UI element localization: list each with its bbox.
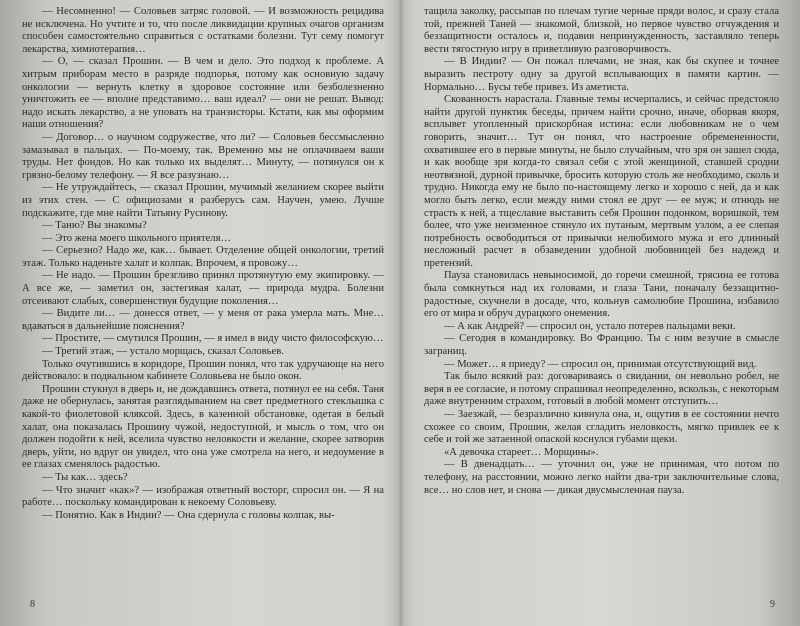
book-gutter [398, 0, 404, 626]
paragraph: «А девочка стареет… Морщины». [444, 446, 599, 458]
paragraph: — Что значит «как»? — изображая ответный восторг, спросил он. — Я на работе… поскольку командирован к некоему Соловьеву. [22, 484, 384, 509]
paragraph: — Несомненно! — Соловьев затряс головой. — И возможность рецидива не исключена. Но учтите и то, что после ликвидации крупных очагов организм способен самостоятельно справиться с остатками болезни. Тут сему помогут лекарства, химиотерапия… [22, 6, 384, 55]
paragraph: Только очутившись в коридоре, Прошин понял, что так удручающе на него действовало: в подвальном кабинете Соловьева не было окон. [22, 358, 384, 383]
paragraph: Прошин стукнул в дверь и, не дождавшись ответа, потянул ее на себя. Таня даже не обернулась, занятая разглядыванием на свет предметного стеклышка с какой-то фиолетовой кляксой. Здесь, в казенной обстановке, одетая в белый халат, она показалась Прошину чужой, недоступной, и мысль о том, что он должен подойти к ней, вселила чувство неловкости и желание, скорее затворив дверь, уйти, но вдруг он увидел, что она уже смотрела на него, и недоумение в ее глазах сменялось радостью. [22, 383, 384, 471]
paragraph: — А как Андрей? — спросил он, устало потерев пальцами веки. [444, 320, 736, 332]
right-page-text [424, 6, 779, 584]
paragraph: — Не надо. — Прошин брезгливо принял протянутую ему экипировку. — А все же, — заметил он, застегивая халат, — природа мудра. Болезни отсеивают слабых, совершенствуя будущие поколения… [22, 270, 384, 307]
paragraph: — Понятно. Как в Индии? — Она сдернула с головы колпак, вы- [42, 509, 335, 521]
paragraph: — Не утруждайтесь, — сказал Прошин, мучимый желанием скорее выйти из этих стен. — С официозами я разберусь сам. Научен, умею. Лучше подскажите, где мне найти Татьяну Русинову. [22, 182, 384, 219]
paragraph: — Простите, — смутился Прошин, — я имел в виду чисто философскую… [42, 333, 384, 345]
paragraph: Скованность нарастала. Главные темы исчерпались, и сейчас предстояло найти другой пунктик беседы, причем найти срочно, иначе, оборвав якоря, всплывет утопленный прискорбная истина: если любовникам не о чем говорить, значит… Тут он понял, что настроение обремененности, охватившее его в первые минуты, не было случайным, что зря он зашел сюда, и как вообще зря когда-то связал себя с этой женщиной, ставшей сродни неотвязной, дурной привычке, бросить которую столь же необходимо, сколь и трудно. Никогда ему не было по-настоящему легко и хорошо с ней, да и как могло быть легко, если между ними стоял ее друг — ее муж; и отнюдь не страсть к ней, а тщеславие выставить себя Прошин подонком, воришкой, тем более, что уже неизменное стянуло их путаным, мертвым узлом, а ее слепая потребность освободиться от привычки нелюбимого мужа и его длинный несложный расчет в обзаведении удобной любовницей без надежд и претензий. [424, 94, 779, 269]
paragraph: Так было всякий раз: договариваясь о свидании, он невольно робел, не веря в ее согласие, и потому спрашивал неопределенно, вскользь, с некоторым даже внутренним страхом, готовый в любой момент отступить… [424, 371, 779, 408]
paragraph: — Таню? Вы знакомы? [42, 220, 147, 232]
paragraph: — Это жена моего школьного приятеля… [42, 232, 232, 244]
right-page-number: 9 [770, 599, 775, 611]
paragraph: — В двенадцать… — уточнил он, уже не принимая, что потом по телефону, на расстоянии, можно легко найти два-три заключительные слова, все… но слов нет, и снова — дикая двусмысленная пауза. [424, 459, 779, 496]
left-page-number: 8 [30, 599, 35, 611]
paragraph: — Договор… о научном содружестве, что ли? — Соловьев бессмысленно замазывал в пальцах. — По-моему, так. Временно мы не оплачиваем ваши труды. Нет фондов. Но как только их выделят… Минуту, — потянулся он к грязно-белому телефону. — Я все разузнаю… [22, 131, 384, 181]
paragraph: Пауза становилась невыносимой, до горечи смешной, трясина ее готова была сомкнуться над их головами, и глаза Тани, поначалу беззащитно-радостные, скучнели в досаде, что, кольнув самолюбие Прошина, избавило его от мира и обруч дурацкого онемения. [424, 270, 779, 320]
paragraph: — Ты как… здесь? [42, 471, 128, 483]
paragraph: — Заезжай, — безразлично кивнула она, и, ощутив в ее состоянии нечто схожее со своим, Прошин, желая сгладить неловкость, мягко привлек ее к себе и той же затаенной опаской коснулся губами щеки. [424, 409, 779, 446]
left-page [22, 6, 384, 616]
paragraph: — Третий этаж, — устало морщась, сказал Соловьев. [42, 346, 284, 358]
paragraph: тащила заколку, рассыпав по плечам тугие черные пряди волос, и сразу стала той, прежней Таней — знакомой, близкой, но первое чувство отчуждения и беззащитности осталось и, подавив непринужденность, заставляло теперь вести тягостную игру в приветливую разговорчивость. [424, 6, 779, 55]
right-page [424, 6, 779, 616]
paragraph: — Может… я приеду? — спросил он, принимая отсутствующий вид. [444, 358, 757, 370]
left-page-text [22, 6, 384, 584]
paragraph: — Сегодня в командировку. Во Францию. Ты с ним везучие в смысле заграниц. [424, 333, 779, 358]
paragraph: — В Индии? — Он пожал плечами, не зная, как бы скупее и точнее выразить пестроту одну за другой всплывающих в памяти картин. — Нормально… Бусы тебе привез. Из аметиста. [424, 56, 779, 93]
paragraph: — О, — сказал Прошин. — В чем и дело. Это подход к проблеме. А хитрым приборам место в разряде подпорья, потому как основную задачу онкологии — вернуть клетку в здоровое состояние или безболезненно уничтожить ее — вполне представимо… ваш идеал? — они не решат. Вывод: надо искать лекарство, а не уповать на транзисторы. Кстати, как мы оформим наши отношения? [22, 56, 384, 131]
paragraph: — Серьезно? Надо же, как… бывает. Отделение общей онкологии, третий этаж. Только наденьте халат и колпак. Впрочем, я провожу… [22, 245, 384, 269]
paragraph: — Видите ли… — донесся ответ, — у меня от рака умерла мать. Мне… вдаваться в дальнейшие пояснения? [22, 308, 384, 332]
